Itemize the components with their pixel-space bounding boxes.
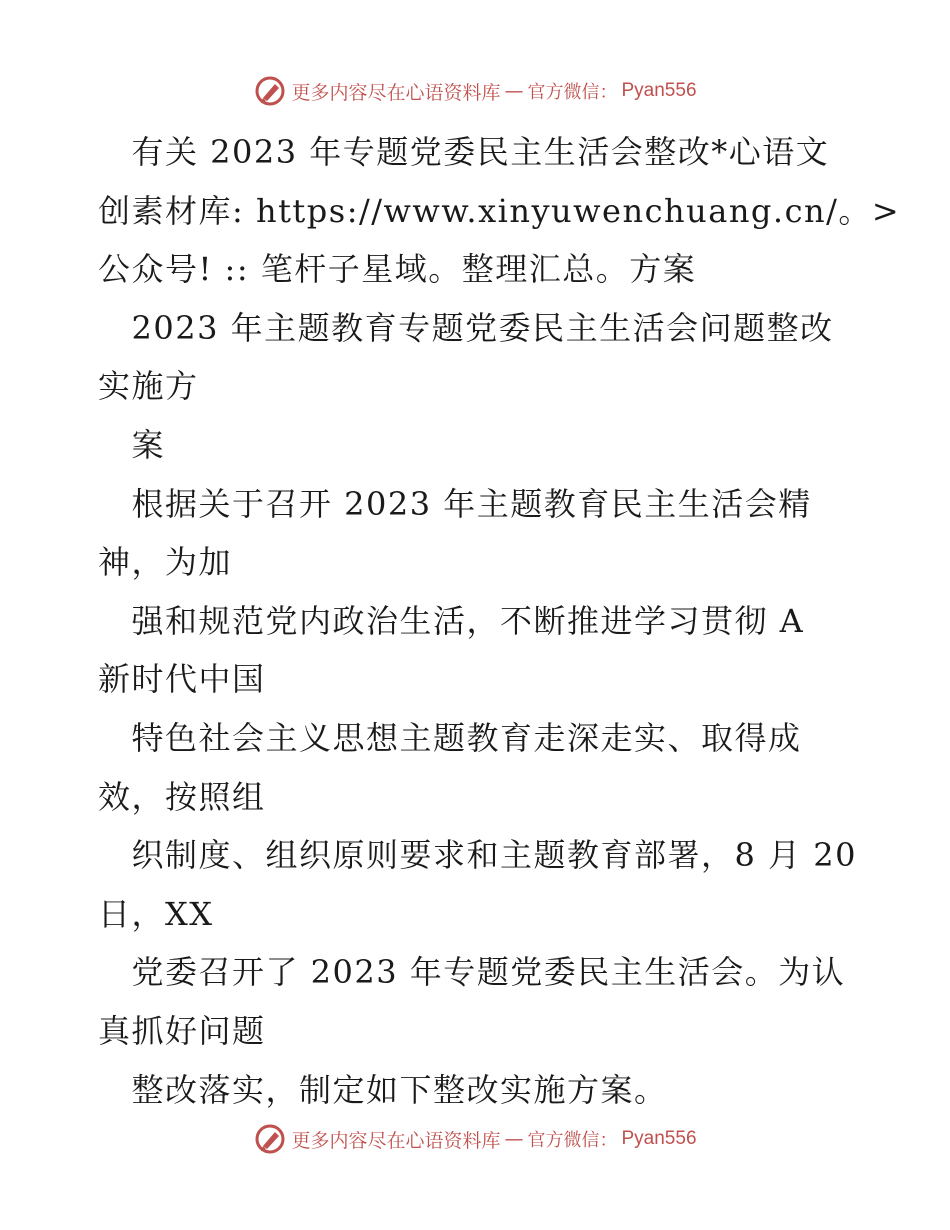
body-line: 创素材库: https://www.xinyuwenchuang.cn/。> [98, 191, 901, 230]
body-line: 特色社会主义思想主题教育走深走实、取得成 [98, 718, 802, 757]
footer-watermark [0, 1119, 950, 1159]
header-watermark [0, 71, 950, 111]
watermark-prefix: 官方微信： [527, 82, 618, 103]
body-line: 效，按照组 [98, 777, 266, 816]
body-line: 新时代中国 [98, 660, 266, 699]
body-line: 日，XX [98, 894, 214, 933]
body-line: 公众号! :: 笔杆子星域。整理汇总。方案 [98, 250, 697, 289]
body-line: 织制度、组织原则要求和主题教育部署，8 月 20 [98, 836, 857, 875]
body-line: 整改落实，制定如下整改实施方案。 [98, 1070, 668, 1109]
body-line: 案 [98, 425, 166, 464]
pen-logo-icon [253, 1122, 287, 1156]
body-line: 真抓好问题 [98, 1011, 266, 1050]
watermark-text: 更多内容尽在心语资料库 [291, 81, 501, 104]
body-line: 党委召开了 2023 年专题党委民主生活会。为认 [98, 953, 846, 992]
body-line: 2023 年主题教育专题党委民主生活会问题整改 [98, 308, 834, 347]
watermark-separator: — [504, 1128, 524, 1150]
body-line: 根据关于召开 2023 年主题教育民主生活会精 [98, 484, 812, 523]
pen-logo-icon [253, 74, 287, 108]
watermark-separator: — [504, 80, 524, 102]
watermark-prefix: 官方微信： [527, 1130, 618, 1151]
body-line: 实施方 [98, 367, 199, 406]
watermark-id: Pyan556 [621, 80, 697, 101]
watermark-text: 更多内容尽在心语资料库 [291, 1129, 501, 1152]
watermark-id: Pyan556 [621, 1128, 697, 1149]
body-line: 有关 2023 年专题党委民主生活会整改*心语文 [98, 133, 830, 171]
document-body [98, 123, 901, 1119]
body-line: 神，为加 [98, 543, 233, 582]
body-line: 强和规范党内政治生活，不断推进学习贯彻 A [98, 601, 805, 640]
